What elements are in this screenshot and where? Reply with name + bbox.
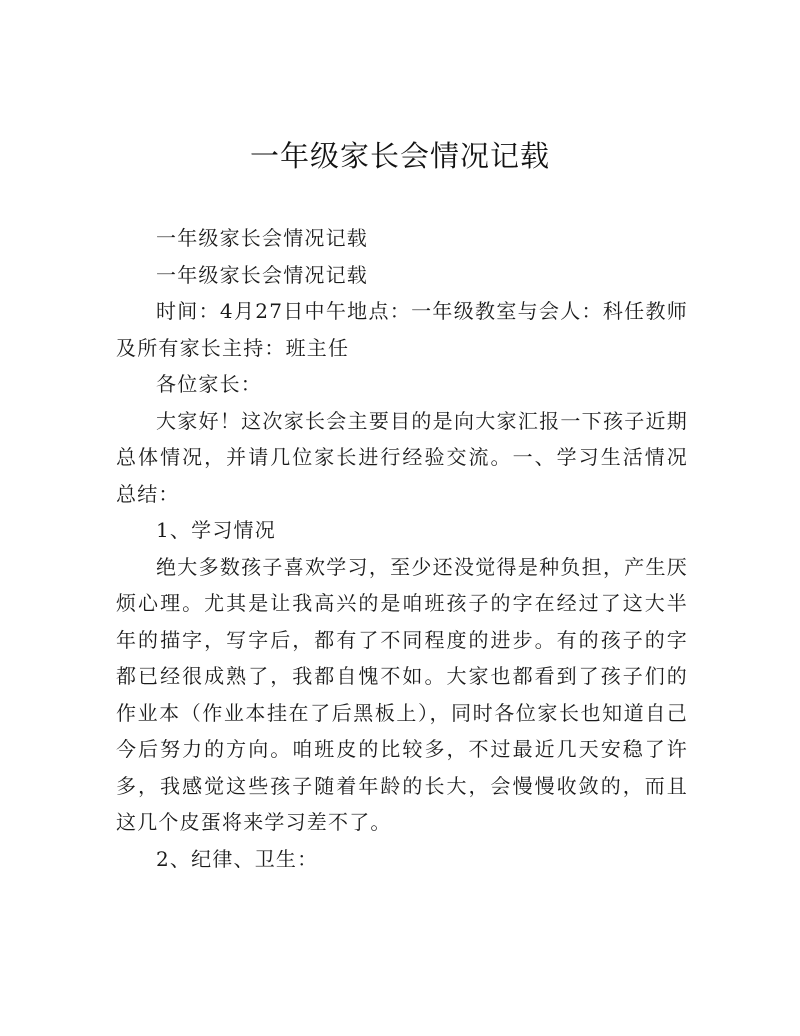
paragraph-salutation: 各位家长：	[156, 372, 262, 396]
paragraph-heading-discipline: 2、纪律、卫生：	[156, 846, 319, 871]
paragraph-repeat-title-2: 一年级家长会情况记载	[156, 262, 368, 287]
paragraph-repeat-title-1: 一年级家长会情况记载	[156, 226, 368, 250]
document-title: 一年级家长会情况记载	[249, 139, 550, 173]
paragraph-meeting-info: 时间：4月27日中午地点：一年级教室与会人：科任教师及所有家长主持：班主任	[116, 299, 688, 360]
paragraph-greeting: 大家好！这次家长会主要目的是向大家汇报一下孩子近期总体情况，并请几位家长进行经验交流。一、学习生活情况总结：	[116, 408, 688, 506]
paragraph-heading-study: 1、学习情况	[156, 518, 276, 542]
document-body	[116, 220, 688, 877]
paragraph-study-details: 绝大多数孩子喜欢学习，至少还没觉得是种负担，产生厌烦心理。尤其是让我高兴的是咱班孩子的字在经过了这大半年的描字，写字后，都有了不同程度的进步。有的孩子的字都已经很成熟了，我都自愧不如。大家也都看到了孩子们的作业本（作业本挂在了后黑板上），同时各位家长也知道自己今后努力的方向。咱班皮的比较多，不过最近几天安稳了许多，我感觉这些孩子随着年龄的长大，会慢慢收敛的，而且这几个皮蛋将来学习差不了。	[116, 554, 688, 834]
